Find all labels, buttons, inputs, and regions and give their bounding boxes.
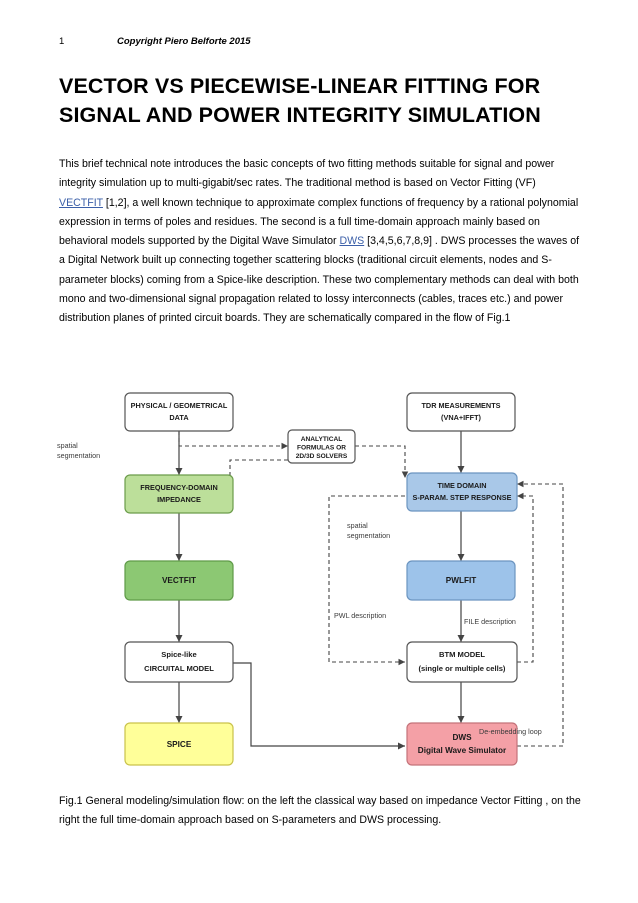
node-btm-model xyxy=(407,642,517,682)
page-number: 1 xyxy=(59,36,65,47)
copyright-notice: Copyright Piero Belforte 2015 xyxy=(117,36,251,47)
svg-text:segmentation: segmentation xyxy=(57,451,101,460)
svg-text:VECTFIT: VECTFIT xyxy=(161,576,197,586)
edge-label-de-embedding-loop xyxy=(479,727,542,736)
abstract-text-1: This brief technical note introduces the basic concepts of two fitting methods suitable for signal and power integrity simulation up to multi-gigabit/sec rates. The traditional method is based on Vector Fitting (VF) xyxy=(59,158,555,190)
node-frequency-domain-impedance xyxy=(125,475,233,513)
svg-text:2D/3D SOLVERS: 2D/3D SOLVERS xyxy=(295,452,348,460)
figure-flow-diagram xyxy=(55,368,585,783)
figure-caption: Fig.1 General modeling/simulation flow: on the left the classical way based on impedance Vector Fitting , on the right the full time-domain approach based on S-parameters and DWS processing. xyxy=(59,795,581,827)
page-title: VECTOR VS PIECEWISE-LINEAR FITTING FOR SIGNAL AND POWER INTEGRITY SIMULATION xyxy=(59,74,541,127)
node-spice xyxy=(125,723,233,765)
node-vectfit xyxy=(125,561,233,600)
abstract-paragraph xyxy=(59,155,582,329)
svg-text:(VNA+IFFT): (VNA+IFFT) xyxy=(441,412,481,422)
dws-link[interactable]: DWS xyxy=(339,235,365,248)
svg-text:PWLFIT: PWLFIT xyxy=(445,576,477,586)
svg-text:spatial: spatial xyxy=(347,521,368,530)
svg-text:TDR MEASUREMENTS: TDR MEASUREMENTS xyxy=(421,400,501,410)
node-analytical-formulas xyxy=(288,430,355,463)
svg-text:DWS: DWS xyxy=(452,733,472,743)
svg-text:BTM MODEL: BTM MODEL xyxy=(439,650,485,659)
svg-text:DATA: DATA xyxy=(169,412,189,422)
node-physical-geometrical-data xyxy=(125,393,233,431)
svg-text:IMPEDANCE: IMPEDANCE xyxy=(157,494,201,504)
node-time-domain-step-response xyxy=(407,473,517,511)
svg-text:Digital Wave Simulator: Digital Wave Simulator xyxy=(417,746,507,756)
svg-text:FORMULAS OR: FORMULAS OR xyxy=(296,444,347,452)
svg-text:segmentation: segmentation xyxy=(347,531,391,540)
node-spice-like-circuital-model xyxy=(125,642,233,682)
svg-text:FREQUENCY-DOMAIN: FREQUENCY-DOMAIN xyxy=(140,482,218,492)
svg-text:ANALYTICAL: ANALYTICAL xyxy=(300,435,343,443)
svg-text:FILE description: FILE description xyxy=(464,617,516,626)
svg-text:PHYSICAL / GEOMETRICAL: PHYSICAL / GEOMETRICAL xyxy=(130,400,228,410)
svg-text:spatial: spatial xyxy=(57,441,78,450)
abstract-text-2: [1,2], a well known technique to approximate complex functions of frequency by a rational polynomial expression in terms of poles and residues. The second is a full time-domain approach mainly based on behavioral models supported by the Digital Wave Simulator xyxy=(59,196,579,248)
edge-label-pwl-description xyxy=(334,611,386,620)
edge-label-spatial-segmentation-left xyxy=(57,441,100,460)
vectfit-link[interactable]: VECTFIT xyxy=(59,196,103,209)
svg-text:CIRCUITAL MODEL: CIRCUITAL MODEL xyxy=(144,664,214,673)
edge-label-file-description xyxy=(464,617,516,626)
svg-text:TIME DOMAIN: TIME DOMAIN xyxy=(437,480,487,490)
edge-label-spatial-segmentation-right xyxy=(347,521,390,540)
svg-text:PWL description: PWL description xyxy=(334,611,387,620)
svg-text:S-PARAM. STEP RESPONSE: S-PARAM. STEP RESPONSE xyxy=(412,492,512,502)
svg-text:SPICE: SPICE xyxy=(166,740,192,750)
svg-text:(single or multiple cells): (single or multiple cells) xyxy=(418,664,506,673)
node-tdr-measurements xyxy=(407,393,515,431)
node-pwlfit xyxy=(407,561,515,600)
svg-text:De-embedding loop: De-embedding loop xyxy=(479,727,542,736)
abstract-text-3: [3,4,5,6,7,8,9] . DWS processes the waves of a Digital Network built up connecting together scattering blocks (traditional circuit elements, nodes and S-parameter blocks) coming from a Spice-like description. These two complementary methods can deal with both mono and two-dimensional signal propagation related to lossy interconnects (cables, traces etc.) and power distribution planes of printed circuit boards. They are schematically compared in the flow of Fig.1 xyxy=(59,235,580,325)
svg-text:Spice-like: Spice-like xyxy=(161,650,197,659)
page-header xyxy=(59,36,579,47)
